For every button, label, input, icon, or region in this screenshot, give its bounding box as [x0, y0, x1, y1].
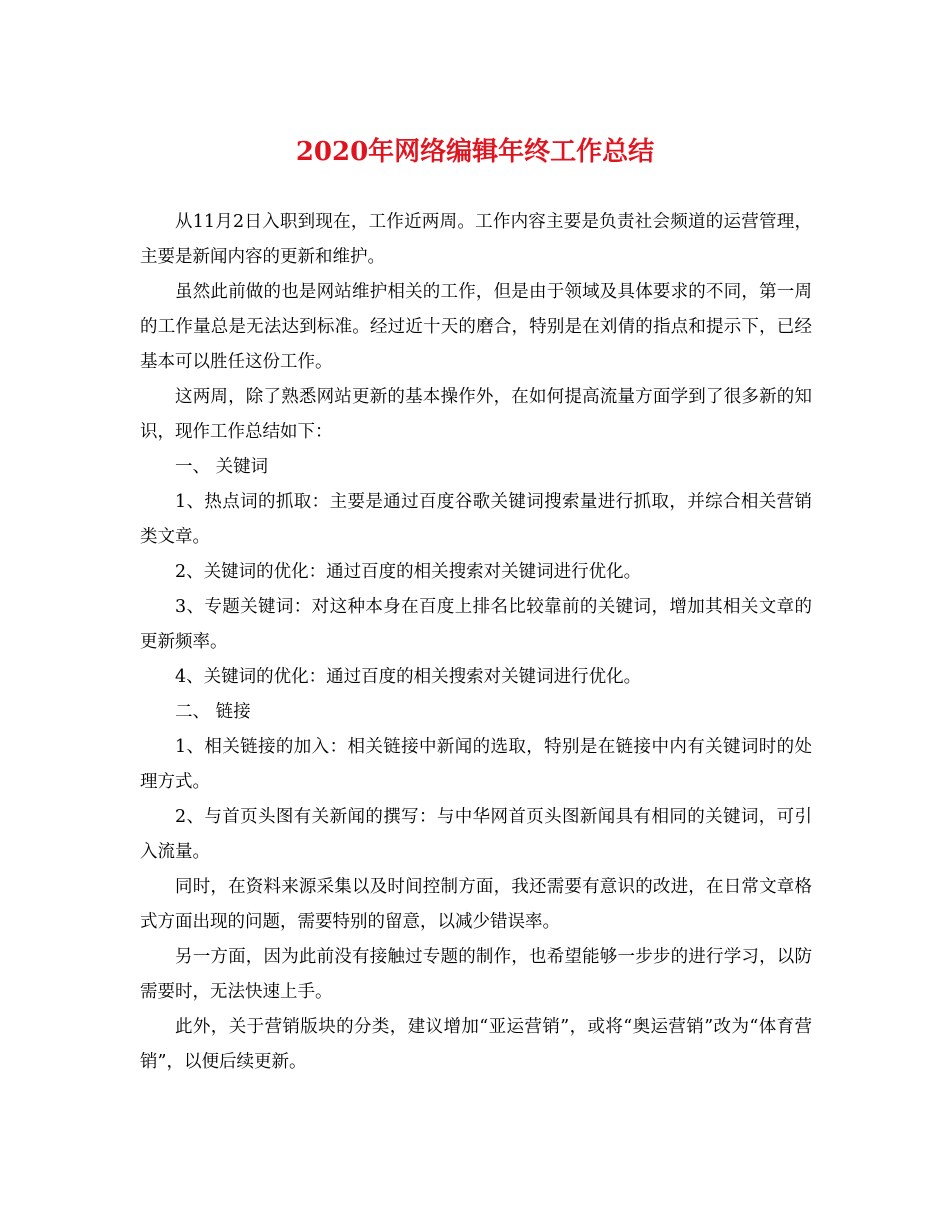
list-item-keyword-2: 2、关键词的优化：通过百度的相关搜索对关键词进行优化。	[175, 562, 642, 582]
list-item-link-1: 1、相关链接的加入：相关链接中新闻的选取，特别是在链接中内有关键词时的处理方式。	[140, 737, 812, 792]
paragraph-improvement: 同时，在资料来源采集以及时间控制方面，我还需要有意识的改进，在日常文章格式方面出现的问题，需要特别的留意，以减少错误率。	[140, 877, 812, 932]
document-title: 2020年网络编辑年终工作总结	[295, 137, 655, 167]
section-heading-keywords: 一、 关键词	[175, 457, 269, 477]
paragraph-suggestion: 此外，关于营销版块的分类，建议增加“亚运营销”，或将“奥运营销”改为“体育营销”，以便后续更新。	[140, 1017, 812, 1072]
list-item-keyword-1: 1、热点词的抓取：主要是通过百度谷歌关键词搜索量进行抓取，并综合相关营销类文章。	[140, 492, 812, 547]
document-body	[140, 205, 812, 1080]
section-heading-links: 二、 链接	[175, 702, 251, 722]
paragraph-summary-intro: 这两周，除了熟悉网站更新的基本操作外，在如何提高流量方面学到了很多新的知识，现作工作总结如下：	[140, 387, 812, 442]
paragraph-intro: 从11月2日入职到现在，工作近两周。工作内容主要是负责社会频道的运营管理，主要是新闻内容的更新和维护。	[140, 212, 812, 267]
paragraph-background: 虽然此前做的也是网站维护相关的工作，但是由于领域及具体要求的不同，第一周的工作量总是无法达到标准。经过近十天的磨合，特别是在刘倩的指点和提示下，已经基本可以胜任这份工作。	[140, 282, 812, 372]
paragraph-learning: 另一方面，因为此前没有接触过专题的制作，也希望能够一步步的进行学习，以防需要时，无法快速上手。	[140, 947, 812, 1002]
list-item-keyword-4: 4、关键词的优化：通过百度的相关搜索对关键词进行优化。	[175, 667, 642, 687]
list-item-link-2: 2、与首页头图有关新闻的撰写：与中华网首页头图新闻具有相同的关键词，可引入流量。	[140, 807, 812, 862]
list-item-keyword-3: 3、专题关键词：对这种本身在百度上排名比较靠前的关键词，增加其相关文章的更新频率。	[140, 597, 812, 652]
